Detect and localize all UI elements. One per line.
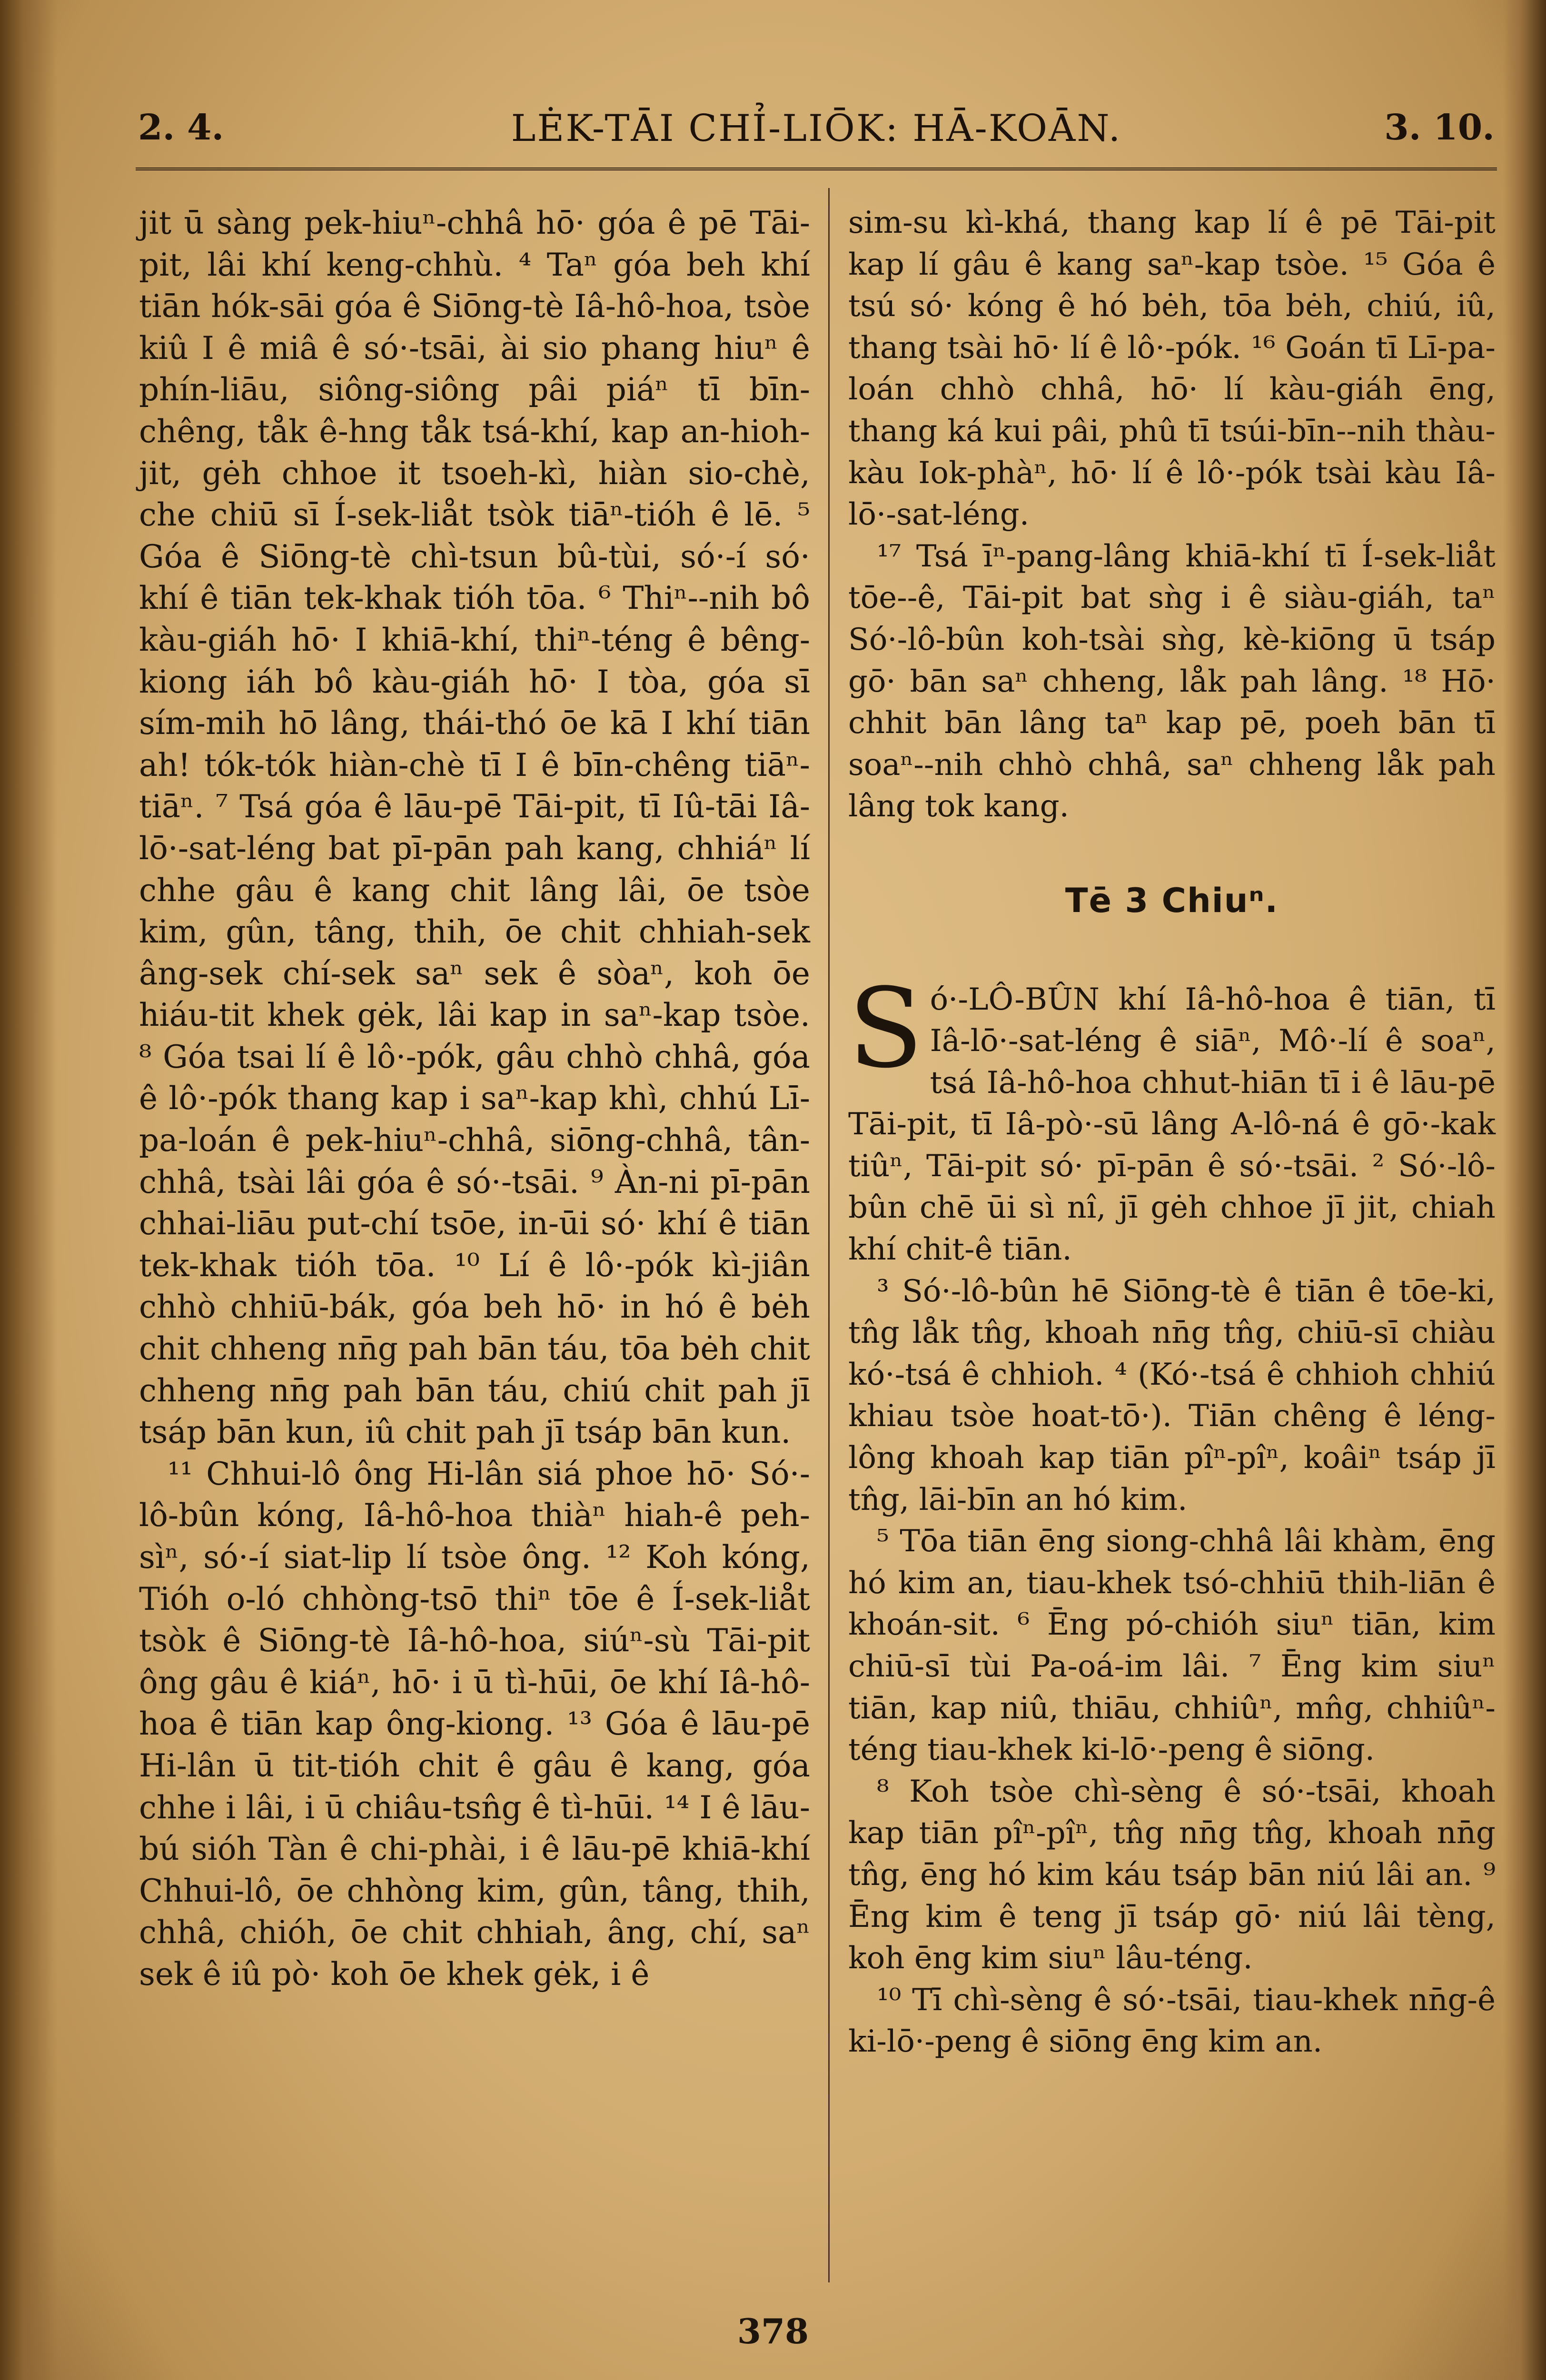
running-header xyxy=(138,107,1495,159)
chapter-opening-paragraph xyxy=(848,965,1496,1271)
drop-cap: S xyxy=(848,965,923,1092)
paragraph: ¹⁷ Tsá īⁿ-pang-lâng khiā-khí tī Í-sek-liåt tōe--ê, Tāi-pit bat sǹg i ê siàu-giáh, taⁿ Só·-lô-bûn koh-tsài sǹg, kè-kiōng ū tsáp gō· bān saⁿ chheng, låk pah lâng. ¹⁸ Hō· chhit bān lâng taⁿ kap pē, poeh bān tī soaⁿ--nih chhò chhâ, saⁿ chheng låk pah lâng tok kang. xyxy=(848,538,1496,824)
header-left-reference: 2. 4. xyxy=(138,107,224,148)
right-column xyxy=(848,202,1496,2294)
spine-shadow xyxy=(0,0,57,2380)
paragraph: sim-su kì-khá, thang kap lí ê pē Tāi-pit kap lí gâu ê kang saⁿ-kap tsòe. ¹⁵ Góa ê tsú só· kóng ê hó bėh, tōa bėh, chiú, iû, thang tsài hō· lí ê lô·-pók. ¹⁶ Goán tī Lī-pa-loán chhò chhâ, hō· lí kàu-giáh ēng, thang ká kui pâi, phû tī tsúi-bīn--nih thàu-kàu Iok-phàⁿ, hō· lí ê lô·-pók tsài kàu Iâ-lō·-sat-léng. xyxy=(848,205,1496,533)
paragraph: ¹⁰ Tī chì-sèng ê só·-tsāi, tiau-khek nn̄g-ê ki-lō·-peng ê siōng ēng kim an. xyxy=(848,1982,1496,2060)
paragraph: jit ū sàng pek-hiuⁿ-chhâ hō· góa ê pē Tāi-pit, lâi khí keng-chhù. ⁴ Taⁿ góa beh khí tiān hók-sāi góa ê Siōng-tè Iâ-hô-hoa, tsòe kiû I ê miâ ê só·-tsāi, ài sio phang hiuⁿ ê phín-liāu, siông-siông pâi piáⁿ tī bīn-chêng, tåk ê-hng tåk tsá-khí, kap an-hioh-jit, gėh chhoe it tsoeh-kì, hiàn sio-chè, che chiū sī Í-sek-liåt tsòk tiāⁿ-tióh ê lē. ⁵ Góa ê Siōng-tè chì-tsun bû-tùi, só·-í só· khí ê tiān tek-khak tióh tōa. ⁶ Thiⁿ--nih bô kàu-giáh hō· I khiā-khí, thiⁿ-téng ê bêng-kiong iáh bô kàu-giáh hō· I tòa, góa sī sím-mih hō lâng, thái-thó ōe kā I khí tiān ah! tók-tók hiàn-chè tī I ê bīn-chêng tiāⁿ-tiāⁿ. ⁷ Tsá góa ê lāu-pē Tāi-pit, tī Iû-tāi Iâ-lō·-sat-léng bat pī-pān pah kang, chhiáⁿ lí chhe gâu ê kang chit lâng lâi, ōe tsòe kim, gûn, tâng, thih, ōe chit chhiah-sek âng-sek chí-sek saⁿ sek ê sòaⁿ, koh ōe hiáu-tit khek gėk, lâi kap in saⁿ-kap tsòe. ⁸ Góa tsai lí ê lô·-pók, gâu chhò chhâ, góa ê lô·-pók thang kap i saⁿ-kap khì, chhú Lī-pa-loán ê pek-hiuⁿ-chhâ, siōng-chhâ, tân-chhâ, tsài lâi góa ê só·-tsāi. ⁹ Àn-ni pī-pān chhai-liāu put-chí tsōe, in-ūi só· khí ê tiān tek-khak tióh tōa. ¹⁰ Lí ê lô·-pók kì-jiân chhò chhiū-bák, góa beh hō· in hó ê bėh chit chheng nn̄g pah bān táu, tōa bėh chit chheng nn̄g pah bān táu, chiú chit pah jī tsáp bān kun, iû chit pah jī tsáp bān kun. xyxy=(139,205,810,1451)
paragraph-text: ó·-LÔ-BÛN khí Iâ-hô-hoa ê tiān, tī Iâ-lō·-sat-léng ê siāⁿ, Mô·-lí ê soaⁿ, tsá Iâ-hô-hoa chhut-hiān tī i ê lāu-pē Tāi-pit, tī Iâ-pò·-sū lâng A-lô-ná ê gō·-kak tiûⁿ, Tāi-pit só· pī-pān ê só·-tsāi. ² Só·-lô-bûn chē ūi sì nî, jī gėh chhoe jī jit, chiah khí chit-ê tiān. xyxy=(848,982,1496,1268)
header-right-reference: 3. 10. xyxy=(1384,107,1495,148)
paragraph: ³ Só·-lô-bûn hē Siōng-tè ê tiān ê tōe-ki, tn̂g låk tn̂g, khoah nn̄g tn̂g, chiū-sī chiàu kó·-tsá ê chhioh. ⁴ (Kó·-tsá ê chhioh chhiú khiau tsòe hoat-tō·). Tiān chêng ê léng-lông khoah kap tiān pîⁿ-pîⁿ, koâiⁿ tsáp jī tn̂g, lāi-bīn an hó kim. xyxy=(848,1273,1496,1517)
left-column xyxy=(139,202,810,2294)
header-title: LĖK-TĀI CHỈ-LIŌK: HĀ-KOĀN. xyxy=(511,107,1122,150)
paragraph: ⁸ Koh tsòe chì-sèng ê só·-tsāi, khoah kap tiān pîⁿ-pîⁿ, tn̂g nn̄g tn̂g, khoah nn̄g tn̂g, ēng hó kim káu tsáp bān niú lâi an. ⁹ Ēng kim ê teng jī tsáp gō· niú lâi tèng, koh ēng kim siuⁿ lâu-téng. xyxy=(848,1774,1496,1976)
paragraph: ¹¹ Chhui-lô ông Hi-lân siá phoe hō· Só·-lô-bûn kóng, Iâ-hô-hoa thiàⁿ hiah-ê peh-sìⁿ, só·-í siat-lip lí tsòe ông. ¹² Koh kóng, Tióh o-ló chhòng-tsō thiⁿ tōe ê Í-sek-liåt tsòk ê Siōng-tè Iâ-hô-hoa, siúⁿ-sù Tāi-pit ông gâu ê kiáⁿ, hō· i ū tì-hūi, ōe khí Iâ-hô-hoa ê tiān kap ông-kiong. ¹³ Góa ê lāu-pē Hi-lân ū tit-tióh chit ê gâu ê kang, góa chhe i lâi, i ū chiâu-tsn̂g ê tì-hūi. ¹⁴ I ê lāu-bú sióh Tàn ê chi-phài, i ê lāu-pē khiā-khí Chhui-lô, ōe chhòng kim, gûn, tâng, thih, chhâ, chióh, ōe chit chhiah, âng, chí, saⁿ sek ê iû pò· koh ōe khek gėk, i ê xyxy=(139,1455,810,1993)
page-number: 378 xyxy=(737,2311,809,2351)
paragraph: ⁵ Tōa tiān ēng siong-chhâ lâi khàm, ēng hó kim an, tiau-khek tsó-chhiū thih-liān ê khoán-sit. ⁶ Ēng pó-chióh siuⁿ tiān, kim chiū-sī tùi Pa-oá-im lâi. ⁷ Ēng kim siuⁿ tiān, kap niû, thiāu, chhiûⁿ, mn̂g, chhiûⁿ-téng tiau-khek ki-lō·-peng ê siōng. xyxy=(848,1524,1496,1768)
header-rule xyxy=(136,168,1497,170)
page-edge xyxy=(1503,0,1546,2380)
chapter-heading: Tē 3 Chiuⁿ. xyxy=(1065,881,1279,920)
column-divider xyxy=(828,188,830,2282)
